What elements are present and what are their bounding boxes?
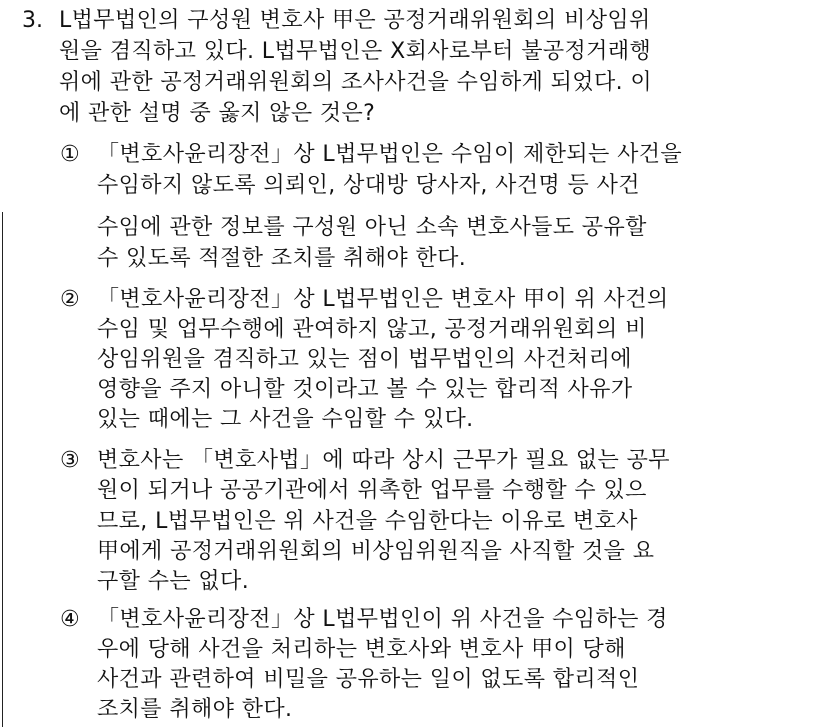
option-2-line: 「변호사윤리장전」상 L법무법인은 변호사 甲이 위 사건의 xyxy=(97,287,669,312)
option-1-line: 수임하지 않도록 의뢰인, 상대방 당사자, 사건명 등 사건 xyxy=(97,173,640,198)
option-1-marker: ① xyxy=(60,142,80,167)
option-3-line: 변호사는 「변호사법」에 따라 상시 근무가 필요 없는 공무 xyxy=(97,448,670,473)
option-4-line: 「변호사윤리장전」상 L법무법인이 위 사건을 수임하는 경 xyxy=(97,607,668,632)
option-3-line: 므로, L법무법인은 위 사건을 수임한다는 이유로 변호사 xyxy=(97,509,638,534)
option-1-line: 수임에 관한 정보를 구성원 아닌 소속 변호사들도 공유할 xyxy=(97,215,647,240)
option-3-line: 원이 되거나 공공기관에서 위촉한 업무를 수행할 수 있으 xyxy=(97,478,647,503)
question-number: 3. xyxy=(22,8,43,33)
option-2-line: 영향을 주지 아니할 것이라고 볼 수 있는 합리적 사유가 xyxy=(97,377,633,402)
option-2-marker: ② xyxy=(60,287,80,312)
option-2-line: 있는 때에는 그 사건을 수임할 수 있다. xyxy=(97,407,474,432)
question-line: 위에 관한 공정거래위원회의 조사사건을 수임하게 되었다. 이 xyxy=(59,70,653,95)
option-3-marker: ③ xyxy=(60,448,80,473)
option-4-marker: ④ xyxy=(60,607,80,632)
option-1-line: 수 있도록 적절한 조치를 취해야 한다. xyxy=(97,246,467,271)
option-3-line: 甲에게 공정거래위원회의 비상임위원직을 사직할 것을 요 xyxy=(97,539,655,564)
option-4-line: 조치를 취해야 한다. xyxy=(97,697,293,722)
question-line: L법무법인의 구성원 변호사 甲은 공정거래위원회의 비상임위 xyxy=(59,8,651,33)
question-line: 원을 겸직하고 있다. L법무법인은 X회사로부터 불공정거래행 xyxy=(59,39,652,64)
option-1-line: 「변호사윤리장전」상 L법무법인은 수임이 제한되는 사건을 xyxy=(97,142,683,167)
option-2-line: 상임위원을 겸직하고 있는 점이 법무법인의 사건처리에 xyxy=(97,347,632,372)
option-4-line: 사건과 관련하여 비밀을 공유하는 일이 없도록 합리적인 xyxy=(97,667,640,692)
option-3-line: 구할 수는 없다. xyxy=(97,569,250,594)
question-line: 에 관한 설명 중 옳지 않은 것은? xyxy=(59,101,376,126)
column-divider xyxy=(2,212,3,727)
option-2-line: 수임 및 업무수행에 관여하지 않고, 공정거래위원회의 비 xyxy=(97,317,647,342)
option-4-line: 우에 당해 사건을 처리하는 변호사와 변호사 甲이 당해 xyxy=(97,637,626,662)
